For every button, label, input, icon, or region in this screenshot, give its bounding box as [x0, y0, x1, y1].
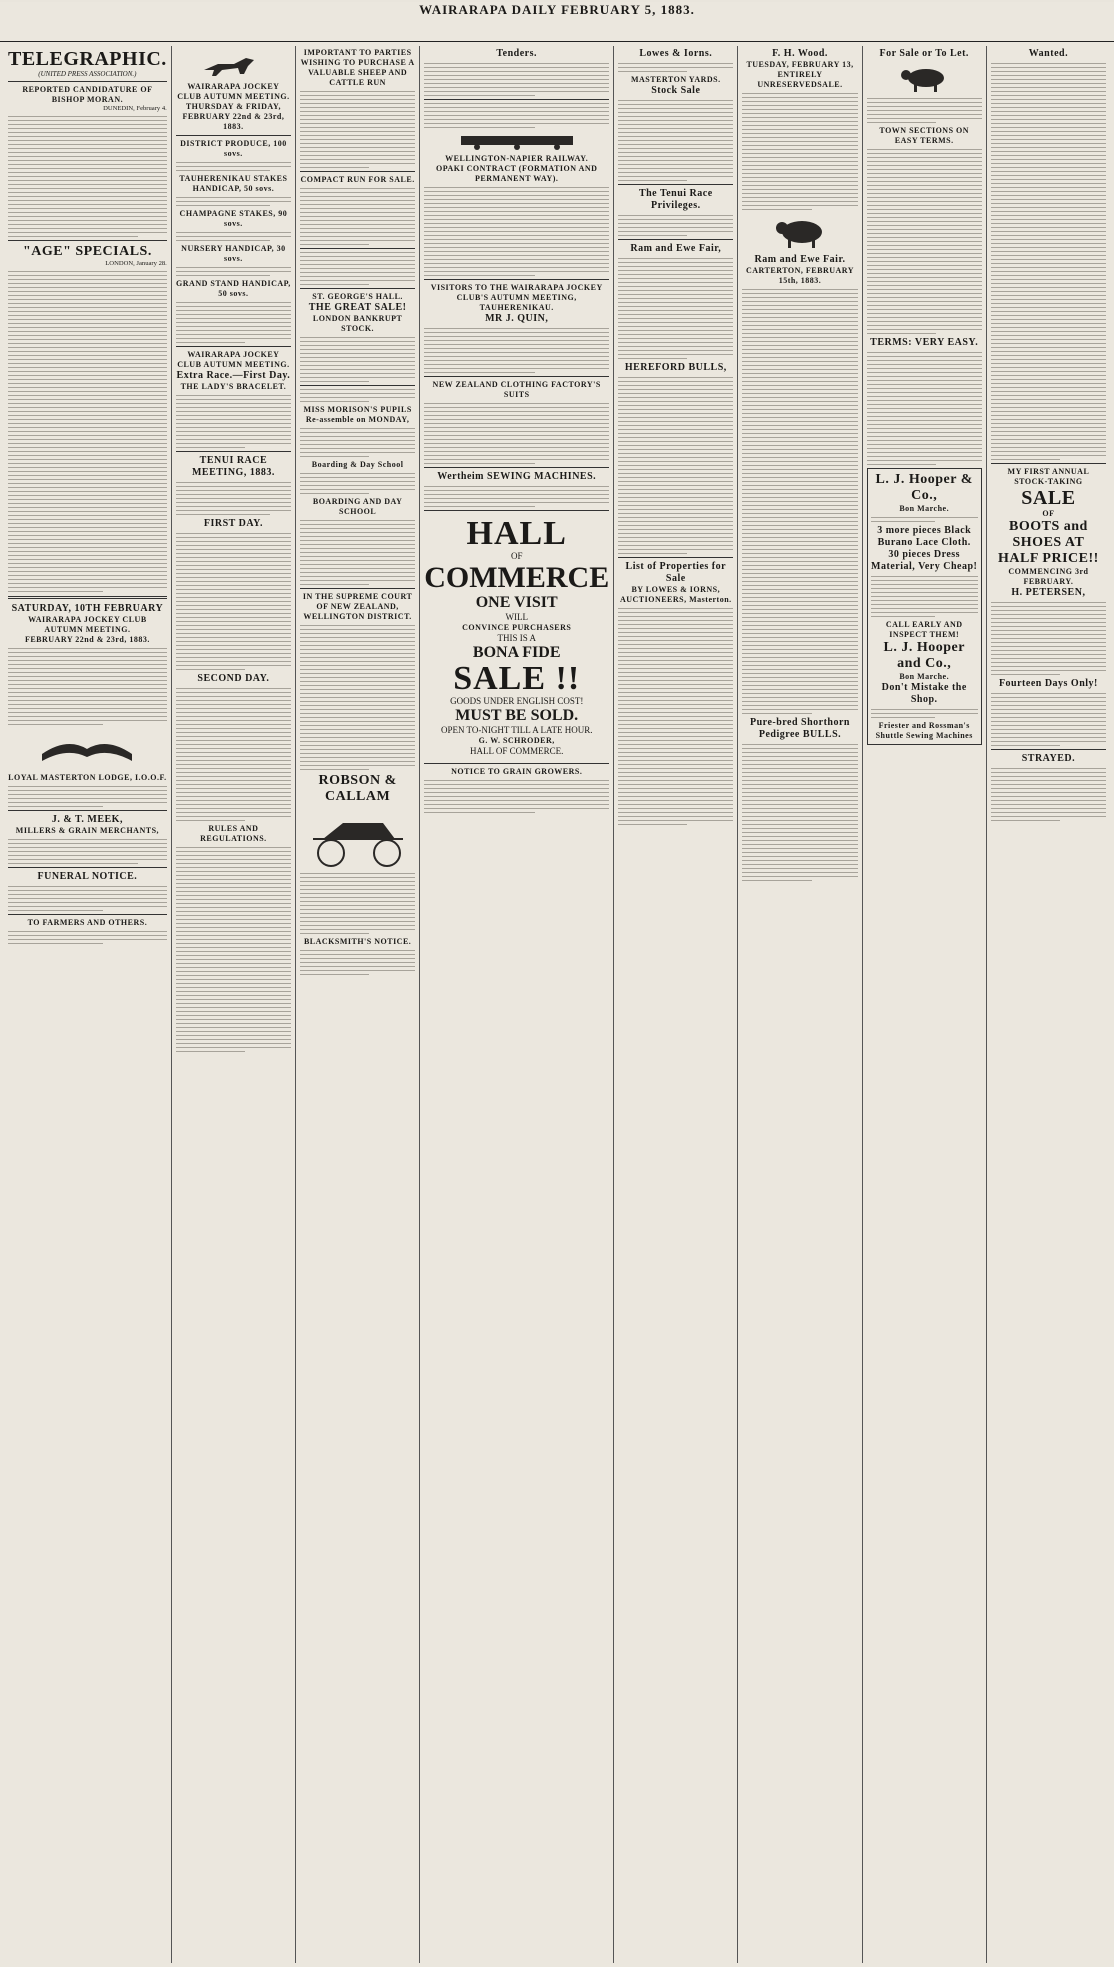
town-sections: TOWN SECTIONS ON EASY TERMS. — [879, 126, 970, 145]
tenui-race-meeting: TENUI RACE MEETING, 1883. — [191, 455, 275, 478]
jockey-club-heading: WAIRARAPA JOCKEY CLUB AUTUMN MEETING. — [177, 82, 290, 101]
clothing-factory: NEW ZEALAND CLOTHING FACTORY'S SUITS — [432, 380, 601, 399]
petersen: H. PETERSEN, — [1011, 587, 1086, 598]
must-be-sold: MUST BE SOLD. — [455, 707, 579, 724]
quin-heading: MR J. QUIN, — [485, 313, 549, 324]
masthead — [0, 2, 1114, 42]
second-day-heading: SECOND DAY. — [197, 673, 270, 684]
schroder: G. W. SCHRODER, — [478, 736, 555, 745]
visitors-heading: VISITORS TO THE WAIRARAPA JOCKEY CLUB'S AUTUMN MEETING, TAUHERENIKAU. — [430, 283, 603, 312]
ram-ewe-fair-wood: Ram and Ewe Fair. — [754, 254, 846, 265]
age-specials-body — [8, 271, 167, 592]
fourteen-days: Fourteen Days Only! — [998, 678, 1098, 689]
convince-purchasers: CONVINCE PURCHASERS — [462, 623, 572, 632]
ram-ewe-fair: Ram and Ewe Fair, — [630, 243, 722, 254]
sheep-illustration — [894, 64, 954, 94]
to-farmers-heading: TO FARMERS AND OTHERS. — [27, 918, 148, 927]
column-6 — [738, 46, 862, 1963]
wanted-heading: Wanted. — [1028, 48, 1069, 59]
hooper-ad — [867, 468, 982, 745]
column-4 — [420, 46, 614, 1963]
telegraphic-heading: TELEGRAPHIC. — [8, 48, 167, 70]
carterton-date: CARTERTON, FEBRUARY 15th, 1883. — [745, 266, 855, 285]
lowes-iorns-heading: Lowes & Iorns. — [639, 48, 713, 59]
hooper-heading-2: L. J. Hooper and Co., — [883, 640, 965, 671]
meek-subheading: MILLERS & GRAIN MERCHANTS, — [15, 826, 160, 835]
of-word-2: OF — [1042, 509, 1055, 518]
dont-mistake: Don't Mistake the Shop. — [881, 682, 967, 705]
article-body — [8, 116, 167, 237]
bona-fide: BONA FIDE — [472, 644, 561, 661]
racehorse-illustration — [198, 52, 268, 78]
rules-heading: RULES AND REGULATIONS. — [200, 824, 267, 843]
funeral-notice-heading: FUNERAL NOTICE. — [37, 871, 138, 882]
hall-of-commerce-sig: HALL OF COMMERCE. — [469, 746, 564, 756]
jockey-club-heading-2: WAIRARAPA JOCKEY CLUB AUTUMN MEETING. — [177, 350, 290, 369]
masterton-yards: MASTERTON YARDS. — [630, 75, 721, 84]
hall-word: HALL — [466, 515, 567, 552]
sale-heading: SALE — [1021, 487, 1076, 509]
commencing: COMMENCING 3rd FEBRUARY. — [1008, 567, 1089, 586]
lace-cloth: 3 more pieces Black Burano Lace Cloth. — [877, 525, 972, 548]
hooper-heading: L. J. Hooper & Co., — [875, 472, 973, 503]
strayed-heading: STRAYED. — [1021, 753, 1076, 764]
race-nursery: NURSERY HANDICAP, 30 sovs. — [181, 244, 286, 263]
telegraphic-subheading: (UNITED PRESS ASSOCIATION.) — [38, 70, 137, 78]
masthead-title: WAIRARAPA DAILY FEBRUARY 5, 1883. — [419, 2, 695, 17]
column-7 — [863, 46, 987, 1963]
properties-by: BY LOWES & IORNS, — [631, 585, 721, 594]
ladys-bracelet: THE LADY'S BRACELET. — [180, 382, 287, 391]
oddfellows-lodge: LOYAL MASTERTON LODGE, I.O.O.F. — [8, 773, 167, 782]
stock-sale-heading: Stock Sale — [651, 85, 701, 96]
carriage-illustration — [303, 809, 413, 869]
sale-word: SALE !! — [453, 660, 581, 697]
goods-under-cost: GOODS UNDER ENGLISH COST! — [450, 696, 584, 706]
columns — [4, 46, 1110, 1963]
column-3 — [296, 46, 420, 1963]
compact-run-heading: COMPACT RUN FOR SALE. — [300, 175, 415, 184]
grain-growers-notice: NOTICE TO GRAIN GROWERS. — [451, 767, 583, 776]
commerce-word: COMMERCE — [424, 561, 610, 594]
unreserved-sale: ENTIRELY UNRESERVEDSALE. — [757, 70, 843, 89]
column-1 — [4, 46, 172, 1963]
hooper-bon-marche: Bon Marche. — [899, 504, 950, 513]
stock-taking-heading: MY FIRST ANNUAL STOCK-TAKING — [1007, 467, 1090, 486]
boarding-day-school: Boarding & Day School — [311, 460, 404, 469]
extra-race-heading: Extra Race.—First Day. — [176, 370, 291, 381]
call-early: CALL EARLY AND INSPECT THEM! — [885, 620, 963, 639]
column-8 — [987, 46, 1110, 1963]
sewing-machines: Friester and Rossman's Shuttle Sewing Machines — [875, 721, 973, 740]
morison-pupils: MISS MORISON'S PUPILS Re-assemble on MONDAY, — [303, 405, 412, 424]
column-5 — [614, 46, 738, 1963]
race-champagne: CHAMPAGNE STAKES, 90 sovs. — [179, 209, 288, 228]
race-tauherenikau: TAUHERENIKAU STAKES HANDICAP, 50 sovs. — [179, 174, 288, 193]
will-word: WILL — [505, 612, 528, 622]
meek-heading: J. & T. MEEK, — [51, 814, 123, 825]
handshake-illustration — [37, 729, 137, 769]
age-specials-date: LONDON, January 28. — [105, 260, 167, 267]
newspaper-page — [0, 2, 1114, 1967]
tenders-heading: Tenders. — [496, 48, 537, 59]
robson-callam-heading: ROBSON & CALLAM — [318, 773, 397, 804]
bishop-moran-heading: REPORTED CANDIDATURE OF BISHOP MORAN. — [22, 85, 153, 104]
meeting-date: FEBRUARY 22nd & 23rd, 1883. — [24, 635, 150, 644]
dress-material: 30 pieces Dress Material, Very Cheap! — [871, 549, 978, 572]
age-specials-heading: "AGE" SPECIALS. — [22, 244, 152, 259]
locomotive-illustration — [457, 132, 577, 150]
race-district-produce: DISTRICT PRODUCE, 100 sovs. — [180, 139, 287, 158]
run-sale-heading: IMPORTANT TO PARTIES WISHING TO PURCHASE A VALUABLE SHEEP AND CATTLE RUN — [300, 48, 415, 87]
first-day-heading: FIRST DAY. — [203, 518, 263, 529]
blacksmith-notice: BLACKSMITH'S NOTICE. — [303, 937, 412, 946]
bankrupt-stock: LONDON BANKRUPT STOCK. — [312, 314, 403, 333]
properties-auctioneers: AUCTIONEERS, Masterton. — [619, 595, 732, 604]
st-georges-hall: ST. GEORGE'S HALL. — [312, 292, 403, 301]
of-word: OF — [510, 551, 523, 561]
this-is-a: THIS IS A — [497, 633, 536, 643]
one-visit: ONE VISIT — [475, 594, 558, 611]
saturday-heading: SATURDAY, 10TH FEBRUARY — [11, 603, 164, 614]
hooper-bon-marche-2: Bon Marche. — [899, 672, 950, 681]
for-sale-heading: For Sale or To Let. — [879, 48, 969, 59]
hereford-bulls: HEREFORD BULLS, — [624, 362, 727, 373]
open-tonight: OPEN TO-NIGHT TILL A LATE HOUR. — [440, 725, 593, 735]
wood-heading: F. H. Wood. — [772, 48, 828, 59]
terms-easy: TERMS: VERY EASY. — [870, 337, 979, 348]
ram-illustration — [770, 214, 830, 250]
race-grand-stand: GRAND STAND HANDICAP, 50 sovs. — [176, 279, 291, 298]
supreme-court-heading: IN THE SUPREME COURT OF NEW ZEALAND, WELLINGTON DISTRICT. — [302, 592, 413, 621]
tenui-privileges: The Tenui Race Privileges. — [638, 188, 713, 211]
dateline: DUNEDIN, February 4. — [103, 105, 167, 112]
jockey-club-meeting: WAIRARAPA JOCKEY CLUB AUTUMN MEETING. — [28, 615, 147, 634]
great-sale-heading: THE GREAT SALE! — [308, 302, 407, 313]
hall-of-commerce-ad — [424, 517, 609, 757]
jockey-club-date: THURSDAY & FRIDAY, FEBRUARY 22nd & 23rd, 1883. — [182, 102, 285, 131]
wertheim-heading: Wertheim SEWING MACHINES. — [437, 471, 597, 482]
shorthorn-bulls: Pure-bred Shorthorn Pedigree BULLS. — [750, 717, 850, 740]
wood-date: TUESDAY, FEBRUARY 13, — [746, 60, 854, 69]
boots-shoes: BOOTS and SHOES AT HALF PRICE!! — [998, 519, 1099, 566]
railway-heading: WELLINGTON-NAPIER RAILWAY. — [445, 154, 589, 163]
column-2 — [172, 46, 296, 1963]
properties-heading: List of Properties for Sale — [625, 561, 727, 584]
opaki-contract: OPAKI CONTRACT (FORMATION AND PERMANENT WAY). — [436, 164, 598, 183]
boarding-school-heading: BOARDING AND DAY SCHOOL — [312, 497, 403, 516]
